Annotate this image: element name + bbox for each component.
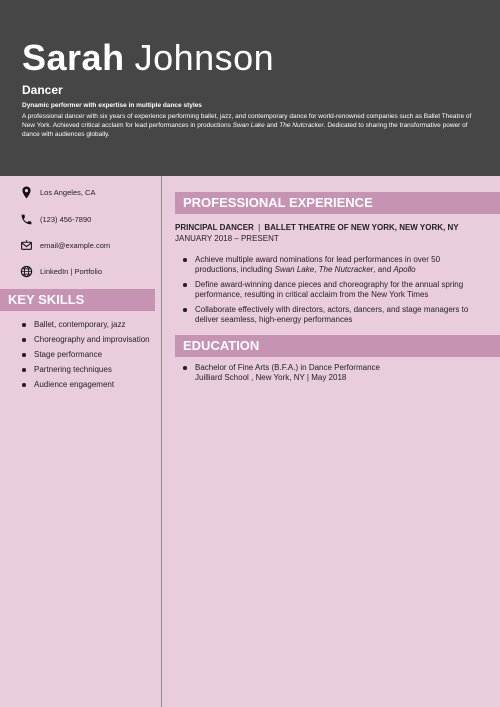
job-company: BALLET THEATRE OF NEW YORK, NEW YORK, NY: [264, 223, 459, 232]
column-divider: [161, 176, 162, 707]
experience-bullet: Collaborate effectively with directors, actors, dancers, and stage managers to deliver seamless, high-energy performances: [183, 305, 483, 325]
contact-location: [20, 186, 95, 199]
summary-show: The Nutcracker: [279, 122, 324, 129]
school-text: Juilliard School , New York, NY | May 2018: [195, 373, 347, 382]
skill-item: Stage performance: [21, 350, 151, 360]
production-name: Apollo: [393, 265, 416, 274]
education-list: [183, 363, 483, 388]
tagline: Dynamic performer with expertise in multiple dance styles: [22, 102, 202, 109]
summary-text: . Dedicated to sharing the transformative power of dance with audiences globally.: [22, 122, 468, 138]
experience-bullet: Define award-winning dance pieces and choreography for the annual spring performance, resulting in critical acclaim from the New York Times: [183, 280, 483, 300]
bullet-text: Achieve multiple award nominations for lead performances in over 50 productions, including: [195, 255, 441, 274]
job-title: PRINCIPAL DANCER: [175, 223, 254, 232]
job-role: Dancer: [22, 83, 63, 97]
phone-icon: [20, 213, 33, 226]
summary-show: Swan Lake: [232, 122, 265, 129]
experience-heading: PROFESSIONAL EXPERIENCE: [175, 192, 500, 214]
key-skills-heading: KEY SKILLS: [0, 289, 155, 311]
job-separator: |: [258, 223, 261, 232]
contact-links: [20, 265, 102, 278]
email-icon: [20, 239, 33, 252]
experience-bullets: [183, 255, 483, 330]
summary-text: and: [264, 122, 280, 129]
skill-item: Audience engagement: [21, 380, 151, 390]
globe-icon: [20, 265, 33, 278]
degree-text: Bachelor of Fine Arts (B.F.A.) in Dance Performance: [195, 363, 380, 372]
skills-list: [21, 320, 151, 395]
job-title-line: [175, 223, 459, 232]
bullet-text: , and: [373, 265, 394, 274]
education-heading: EDUCATION: [175, 335, 500, 357]
job-dates: JANUARY 2018 – PRESENT: [175, 234, 279, 243]
bullet-text: ,: [314, 265, 319, 274]
contact-phone: [20, 213, 91, 226]
experience-bullet: [183, 255, 483, 275]
map-pin-icon: [20, 186, 33, 199]
education-item: [183, 363, 483, 383]
production-name: The Nutcracker: [318, 265, 374, 274]
skill-item: Ballet, contemporary, jazz: [21, 320, 151, 330]
summary-text: A professional dancer with six years of experience performing ballet, jazz, and contemporary dance for world-renowned companies such as Ballet Theatre of New York. Achieved critical acclaim for lead performances in productions: [22, 113, 472, 129]
summary-paragraph: [22, 112, 480, 139]
skill-item: Choreography and improvisation: [21, 335, 151, 345]
first-name: Sarah: [22, 37, 125, 78]
resume-header: [0, 0, 500, 176]
links-text[interactable]: LinkedIn | Portfolio: [40, 267, 102, 276]
contact-email: [20, 239, 110, 252]
skill-item: Partnering techniques: [21, 365, 151, 375]
email-text[interactable]: email@example.com: [40, 241, 111, 250]
location-text: Los Angeles, CA: [40, 188, 96, 197]
last-name: Johnson: [134, 37, 275, 78]
production-name: Swan Lake: [274, 265, 315, 274]
phone-text: (123) 456-7890: [40, 215, 92, 224]
candidate-name: [22, 38, 274, 78]
